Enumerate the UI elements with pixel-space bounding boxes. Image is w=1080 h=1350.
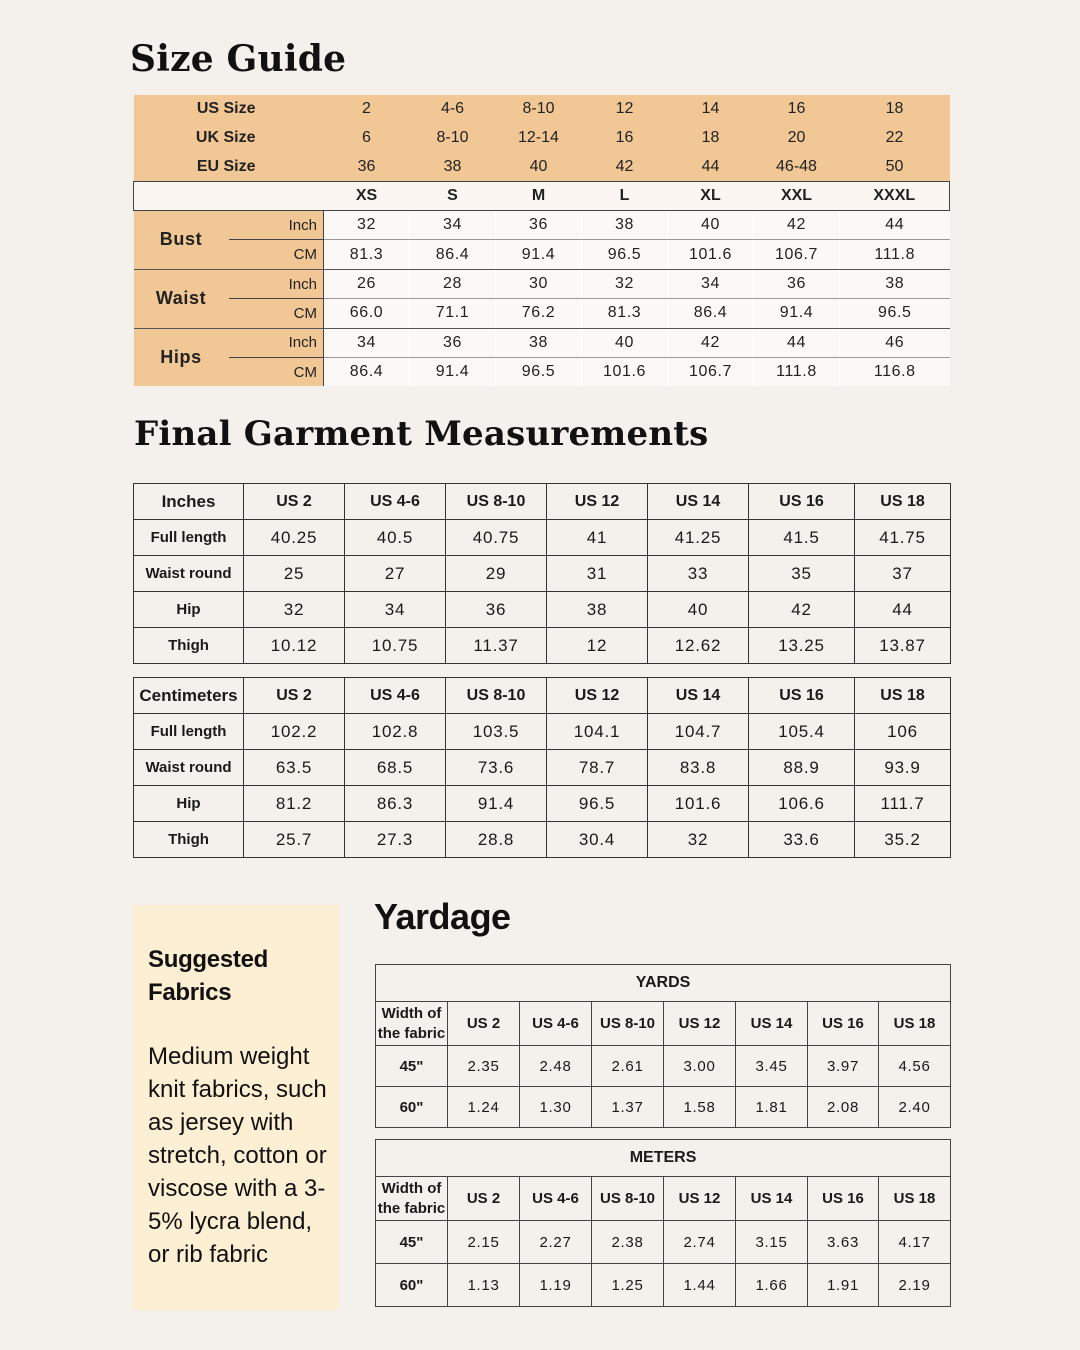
- cell: 25.7: [244, 822, 345, 858]
- unit-label: Inch: [229, 328, 324, 357]
- cell: 2.74: [664, 1221, 736, 1264]
- cell: 105.4: [749, 714, 855, 750]
- column-header: US 12: [547, 678, 648, 714]
- cell: 96.5: [496, 358, 582, 387]
- header-row: [376, 1177, 951, 1221]
- cell: 2.38: [592, 1221, 664, 1264]
- row-label: Hip: [134, 786, 244, 822]
- cell: 41: [547, 520, 648, 556]
- table-row: [376, 1264, 951, 1307]
- cell: 101.6: [648, 786, 749, 822]
- cell: 96.5: [840, 299, 950, 328]
- cell: 12: [547, 628, 648, 664]
- cell: 4.17: [879, 1221, 951, 1264]
- cell: 38: [582, 211, 668, 240]
- cell: 2.48: [520, 1046, 592, 1087]
- cell: 86.4: [410, 240, 496, 269]
- row-label: Waist round: [134, 750, 244, 786]
- cell: 34: [324, 328, 410, 357]
- cell: 16: [582, 124, 668, 153]
- cell: 86.4: [668, 299, 754, 328]
- cell: 14: [668, 95, 754, 124]
- cell: 2: [324, 95, 410, 124]
- letter-size: XS: [324, 182, 410, 211]
- eu-size-row: [134, 152, 950, 181]
- column-header: US 4-6: [345, 678, 446, 714]
- cell: 2.40: [879, 1087, 951, 1128]
- column-header: US 12: [664, 1002, 736, 1046]
- table-row: [134, 714, 951, 750]
- cell: 33: [648, 556, 749, 592]
- cell: 32: [244, 592, 345, 628]
- cell: 35.2: [855, 822, 951, 858]
- suggested-fabrics-title: Suggested Fabrics: [148, 946, 268, 1006]
- cell: 40.75: [446, 520, 547, 556]
- uk-size-row: [134, 124, 950, 153]
- cell: 46-48: [754, 152, 840, 181]
- cell: 1.91: [808, 1264, 879, 1307]
- column-header: US 12: [664, 1177, 736, 1221]
- cell: 111.8: [840, 240, 950, 269]
- cell: 104.1: [547, 714, 648, 750]
- header-row: [134, 678, 951, 714]
- cell: 11.37: [446, 628, 547, 664]
- hips-inch-row: [134, 328, 950, 357]
- table-row: [134, 556, 951, 592]
- cell: 26: [324, 269, 410, 298]
- cell: 2.19: [879, 1264, 951, 1307]
- cell: 38: [840, 269, 950, 298]
- column-header: US 2: [448, 1177, 520, 1221]
- cell: 40: [668, 211, 754, 240]
- letter-size: M: [496, 182, 582, 211]
- letter-size: XXXL: [840, 182, 950, 211]
- cell: 42: [754, 211, 840, 240]
- cell: 13.87: [855, 628, 951, 664]
- cell: 81.2: [244, 786, 345, 822]
- cell: 2.08: [808, 1087, 879, 1128]
- letter-size: XXL: [754, 182, 840, 211]
- cell: 36: [754, 269, 840, 298]
- cell: 44: [668, 152, 754, 181]
- cell: 10.12: [244, 628, 345, 664]
- cell: 44: [840, 211, 950, 240]
- unit-label: Inch: [229, 211, 324, 240]
- column-header: US 16: [808, 1177, 879, 1221]
- cell: 8-10: [410, 124, 496, 153]
- column-header: US 8-10: [592, 1177, 664, 1221]
- row-label: UK Size: [134, 124, 324, 153]
- waist-inch-row: [134, 269, 950, 298]
- cell: 1.25: [592, 1264, 664, 1307]
- table-row: [134, 520, 951, 556]
- cell: 22: [840, 124, 950, 153]
- unit-label: CM: [229, 240, 324, 269]
- cell: 37: [855, 556, 951, 592]
- cell: 36: [410, 328, 496, 357]
- cell: 38: [410, 152, 496, 181]
- row-label: Hip: [134, 592, 244, 628]
- cell: 96.5: [547, 786, 648, 822]
- caption-row: [376, 965, 951, 1002]
- cell: 30.4: [547, 822, 648, 858]
- yardage-meters-table: [375, 1139, 951, 1307]
- cell: 32: [648, 822, 749, 858]
- table-row: [376, 1087, 951, 1128]
- cell: 40.5: [345, 520, 446, 556]
- cell: 3.15: [736, 1221, 808, 1264]
- cell: 18: [668, 124, 754, 153]
- cell: 1.37: [592, 1087, 664, 1128]
- column-header: US 4-6: [345, 484, 446, 520]
- cell: 29: [446, 556, 547, 592]
- empty-cell: [134, 182, 324, 211]
- cell: 116.8: [840, 358, 950, 387]
- row-label: US Size: [134, 95, 324, 124]
- cell: 46: [840, 328, 950, 357]
- cell: 91.4: [754, 299, 840, 328]
- cell: 101.6: [668, 240, 754, 269]
- bust-inch-row: [134, 211, 950, 240]
- row-label: 60": [376, 1264, 448, 1307]
- cell: 6: [324, 124, 410, 153]
- column-header: US 8-10: [446, 678, 547, 714]
- garment-centimeters-table: [133, 677, 951, 858]
- table-row: [376, 1046, 951, 1087]
- cell: 71.1: [410, 299, 496, 328]
- cell: 63.5: [244, 750, 345, 786]
- table-row: [376, 1221, 951, 1264]
- cell: 38: [496, 328, 582, 357]
- cell: 40: [496, 152, 582, 181]
- waist-cm-row: [134, 299, 950, 328]
- cell: 42: [749, 592, 855, 628]
- cell: 78.7: [547, 750, 648, 786]
- cell: 102.8: [345, 714, 446, 750]
- bust-label: Bust: [134, 211, 229, 270]
- row-label: Thigh: [134, 822, 244, 858]
- cell: 16: [754, 95, 840, 124]
- cell: 34: [345, 592, 446, 628]
- row-label: 45": [376, 1221, 448, 1264]
- row-label: EU Size: [134, 152, 324, 181]
- cell: 28: [410, 269, 496, 298]
- column-header: US 18: [879, 1177, 951, 1221]
- column-header: Inches: [134, 484, 244, 520]
- cell: 76.2: [496, 299, 582, 328]
- cell: 111.7: [855, 786, 951, 822]
- column-header: US 16: [808, 1002, 879, 1046]
- cell: 68.5: [345, 750, 446, 786]
- column-header: US 2: [244, 678, 345, 714]
- cell: 106.7: [754, 240, 840, 269]
- cell: 18: [840, 95, 950, 124]
- column-header: Width of the fabric: [376, 1002, 448, 1046]
- table-caption: METERS: [376, 1140, 951, 1177]
- yardage-yards-table: [375, 964, 951, 1128]
- cell: 1.44: [664, 1264, 736, 1307]
- cell: 28.8: [446, 822, 547, 858]
- header-row: [134, 484, 951, 520]
- yardage-title: Yardage: [374, 896, 511, 937]
- cell: 35: [749, 556, 855, 592]
- row-label: 45": [376, 1046, 448, 1087]
- row-label: 60": [376, 1087, 448, 1128]
- table-row: [134, 822, 951, 858]
- us-size-row: [134, 95, 950, 124]
- cell: 3.63: [808, 1221, 879, 1264]
- cell: 33.6: [749, 822, 855, 858]
- column-header: US 4-6: [520, 1002, 592, 1046]
- cell: 2.15: [448, 1221, 520, 1264]
- cell: 91.4: [446, 786, 547, 822]
- cell: 1.81: [736, 1087, 808, 1128]
- cell: 27: [345, 556, 446, 592]
- cell: 32: [324, 211, 410, 240]
- cell: 73.6: [446, 750, 547, 786]
- table-caption: YARDS: [376, 965, 951, 1002]
- cell: 81.3: [324, 240, 410, 269]
- column-header: US 16: [749, 484, 855, 520]
- table-row: [134, 786, 951, 822]
- cell: 42: [668, 328, 754, 357]
- cell: 44: [855, 592, 951, 628]
- cell: 101.6: [582, 358, 668, 387]
- garment-inches-table: [133, 483, 951, 664]
- cell: 2.61: [592, 1046, 664, 1087]
- unit-label: Inch: [229, 269, 324, 298]
- cell: 93.9: [855, 750, 951, 786]
- cell: 12-14: [496, 124, 582, 153]
- cell: 102.2: [244, 714, 345, 750]
- cell: 36: [324, 152, 410, 181]
- hips-cm-row: [134, 358, 950, 387]
- column-header: US 8-10: [592, 1002, 664, 1046]
- cell: 88.9: [749, 750, 855, 786]
- cell: 1.58: [664, 1087, 736, 1128]
- cell: 38: [547, 592, 648, 628]
- column-header: US 18: [855, 678, 951, 714]
- cell: 41.25: [648, 520, 749, 556]
- cell: 40.25: [244, 520, 345, 556]
- suggested-fabrics-text: Medium weight knit fabrics, such as jersey with stretch, cotton or viscose with a 3-5% lycra blend, or rib fabric: [148, 1043, 327, 1268]
- column-header: Width of the fabric: [376, 1177, 448, 1221]
- column-header: US 8-10: [446, 484, 547, 520]
- column-header: US 2: [448, 1002, 520, 1046]
- cell: 4-6: [410, 95, 496, 124]
- cell: 40: [582, 328, 668, 357]
- table-row: [134, 750, 951, 786]
- cell: 36: [446, 592, 547, 628]
- cell: 86.3: [345, 786, 446, 822]
- table-row: [134, 628, 951, 664]
- cell: 106.6: [749, 786, 855, 822]
- column-header: US 12: [547, 484, 648, 520]
- final-garment-title: Final Garment Measurements: [134, 414, 709, 454]
- cell: 4.56: [879, 1046, 951, 1087]
- column-header: US 16: [749, 678, 855, 714]
- column-header: Centimeters: [134, 678, 244, 714]
- cell: 83.8: [648, 750, 749, 786]
- row-label: Full length: [134, 520, 244, 556]
- cell: 91.4: [496, 240, 582, 269]
- letter-size: XL: [668, 182, 754, 211]
- cell: 41.5: [749, 520, 855, 556]
- size-guide-title: Size Guide: [130, 38, 347, 80]
- cell: 104.7: [648, 714, 749, 750]
- size-guide-table: [133, 95, 950, 386]
- cell: 30: [496, 269, 582, 298]
- cell: 8-10: [496, 95, 582, 124]
- cell: 111.8: [754, 358, 840, 387]
- cell: 2.27: [520, 1221, 592, 1264]
- column-header: US 14: [648, 678, 749, 714]
- unit-label: CM: [229, 299, 324, 328]
- column-header: US 18: [855, 484, 951, 520]
- cell: 12.62: [648, 628, 749, 664]
- cell: 106: [855, 714, 951, 750]
- cell: 34: [410, 211, 496, 240]
- cell: 50: [840, 152, 950, 181]
- cell: 3.45: [736, 1046, 808, 1087]
- header-row: [376, 1002, 951, 1046]
- cell: 41.75: [855, 520, 951, 556]
- cell: 81.3: [582, 299, 668, 328]
- cell: 27.3: [345, 822, 446, 858]
- letter-size: S: [410, 182, 496, 211]
- cell: 1.13: [448, 1264, 520, 1307]
- cell: 42: [582, 152, 668, 181]
- waist-label: Waist: [134, 269, 229, 328]
- cell: 40: [648, 592, 749, 628]
- cell: 2.35: [448, 1046, 520, 1087]
- cell: 1.30: [520, 1087, 592, 1128]
- cell: 66.0: [324, 299, 410, 328]
- column-header: US 4-6: [520, 1177, 592, 1221]
- cell: 20: [754, 124, 840, 153]
- column-header: US 14: [736, 1002, 808, 1046]
- cell: 12: [582, 95, 668, 124]
- unit-label: CM: [229, 358, 324, 387]
- cell: 34: [668, 269, 754, 298]
- letter-size: L: [582, 182, 668, 211]
- column-header: US 14: [648, 484, 749, 520]
- bust-cm-row: [134, 240, 950, 269]
- cell: 31: [547, 556, 648, 592]
- cell: 10.75: [345, 628, 446, 664]
- table-row: [134, 592, 951, 628]
- hips-label: Hips: [134, 328, 229, 386]
- row-label: Full length: [134, 714, 244, 750]
- cell: 96.5: [582, 240, 668, 269]
- cell: 91.4: [410, 358, 496, 387]
- row-label: Thigh: [134, 628, 244, 664]
- row-label: Waist round: [134, 556, 244, 592]
- column-header: US 2: [244, 484, 345, 520]
- cell: 3.00: [664, 1046, 736, 1087]
- cell: 32: [582, 269, 668, 298]
- cell: 103.5: [446, 714, 547, 750]
- caption-row: [376, 1140, 951, 1177]
- column-header: US 14: [736, 1177, 808, 1221]
- cell: 1.19: [520, 1264, 592, 1307]
- cell: 3.97: [808, 1046, 879, 1087]
- cell: 25: [244, 556, 345, 592]
- cell: 13.25: [749, 628, 855, 664]
- cell: 36: [496, 211, 582, 240]
- cell: 44: [754, 328, 840, 357]
- letter-size-row: [134, 182, 950, 211]
- suggested-fabrics-panel: [133, 905, 339, 1310]
- cell: 1.66: [736, 1264, 808, 1307]
- cell: 106.7: [668, 358, 754, 387]
- cell: 86.4: [324, 358, 410, 387]
- column-header: US 18: [879, 1002, 951, 1046]
- cell: 1.24: [448, 1087, 520, 1128]
